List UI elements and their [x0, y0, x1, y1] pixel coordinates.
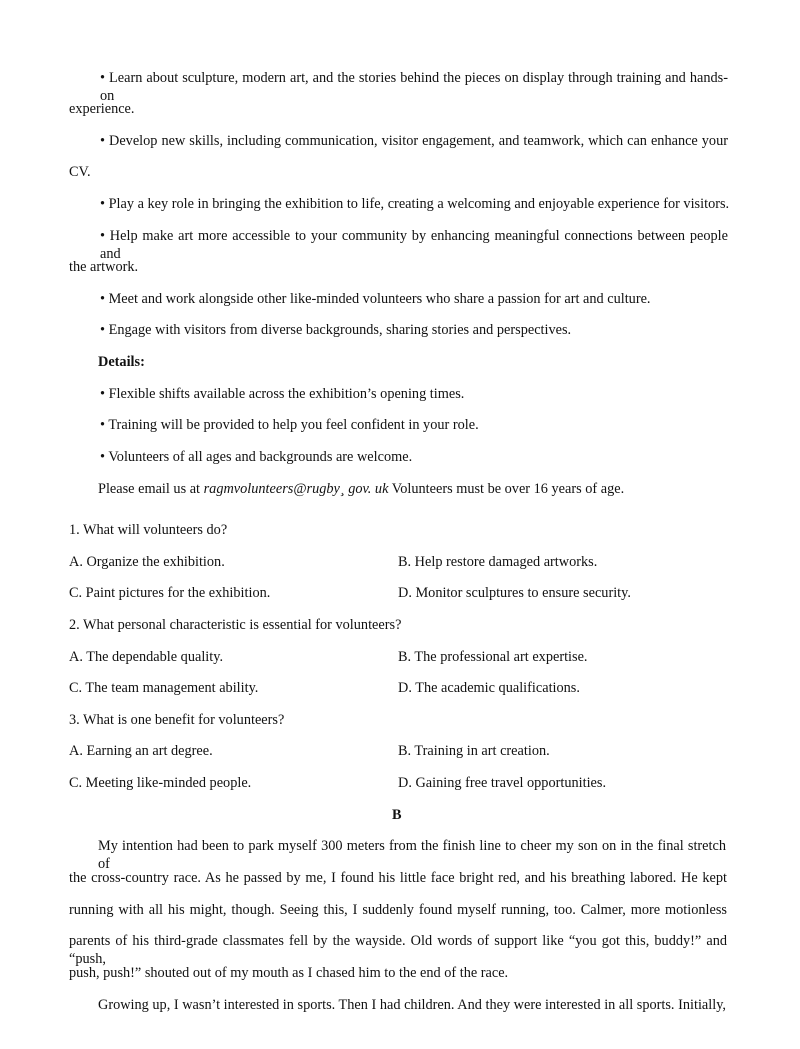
contact-email: ragmvolunteers@rugby	[203, 481, 340, 497]
question-1-option-c: C. Paint pictures for the exhibition.	[69, 585, 271, 601]
bullet-6: • Engage with visitors from diverse backgrounds, sharing stories and perspectives.	[100, 322, 572, 338]
para1-line-5: push, push!” shouted out of my mouth as I chased him to the end of the race.	[69, 965, 509, 981]
question-2-option-a: A. The dependable quality.	[69, 649, 224, 665]
bullet-2-line-2: CV.	[69, 164, 91, 180]
question-3-option-c: C. Meeting like-minded people.	[69, 775, 252, 791]
para1-line-3: running with all his might, though. Seeing this, I suddenly found myself running, too. Calmer, more motionless	[69, 902, 727, 918]
question-1-option-d: D. Monitor sculptures to ensure security.	[398, 585, 631, 601]
bullet-5: • Meet and work alongside other like-minded volunteers who share a passion for art and culture.	[100, 291, 651, 307]
question-3-stem: 3. What is one benefit for volunteers?	[69, 712, 285, 728]
para2-line-1: Growing up, I wasn’t interested in sports. Then I had children. And they were interested in all sports. Initially,	[98, 997, 726, 1013]
para1-line-1: My intention had been to park myself 300 meters from the finish line to cheer my son on in the final stretch of	[98, 838, 726, 872]
question-2-option-b: B. The professional art expertise.	[398, 649, 588, 665]
section-b-heading: B	[392, 807, 402, 823]
question-1-option-b: B. Help restore damaged artworks.	[398, 554, 598, 570]
question-2-stem: 2. What personal characteristic is essential for volunteers?	[69, 617, 402, 633]
bullet-2-line-1: • Develop new skills, including communication, visitor engagement, and teamwork, which can enhance your	[100, 133, 728, 149]
bullet-4-line-1: • Help make art more accessible to your community by enhancing meaningful connections between people and	[100, 228, 728, 262]
bullet-1-line-1: • Learn about sculpture, modern art, and the stories behind the pieces on display through training and hands-on	[100, 70, 728, 104]
bullet-1-line-2: experience.	[69, 101, 135, 117]
bullet-3: • Play a key role in bringing the exhibition to life, creating a welcoming and enjoyable experience for visitors.	[100, 196, 730, 212]
contact-email-domain: gov. uk	[344, 481, 389, 497]
question-3-option-a: A. Earning an art degree.	[69, 743, 213, 759]
question-3-option-b: B. Training in art creation.	[398, 743, 550, 759]
contact-email-sep: ¸	[339, 481, 345, 497]
bullet-4-line-2: the artwork.	[69, 259, 139, 275]
contact-prefix: Please email us at	[98, 481, 204, 497]
para1-line-2: the cross-country race. As he passed by me, I found his little face bright red, and his breathing labored. He kept	[69, 870, 727, 886]
question-2-option-d: D. The academic qualifications.	[398, 680, 580, 696]
details-item-1: • Flexible shifts available across the exhibition’s opening times.	[100, 386, 465, 402]
contact-suffix: Volunteers must be over 16 years of age.	[388, 481, 625, 497]
details-item-3: • Volunteers of all ages and backgrounds are welcome.	[100, 449, 413, 465]
para1-line-4: parents of his third-grade classmates fell by the wayside. Old words of support like “you got this, buddy!” and “push,	[69, 933, 727, 967]
question-3-option-d: D. Gaining free travel opportunities.	[398, 775, 607, 791]
question-2-option-c: C. The team management ability.	[69, 680, 259, 696]
details-item-2: • Training will be provided to help you feel confident in your role.	[100, 417, 479, 433]
contact-line	[98, 480, 624, 498]
question-1-stem: 1. What will volunteers do?	[69, 522, 228, 538]
question-1-option-a: A. Organize the exhibition.	[69, 554, 225, 570]
details-heading: Details:	[98, 354, 145, 370]
